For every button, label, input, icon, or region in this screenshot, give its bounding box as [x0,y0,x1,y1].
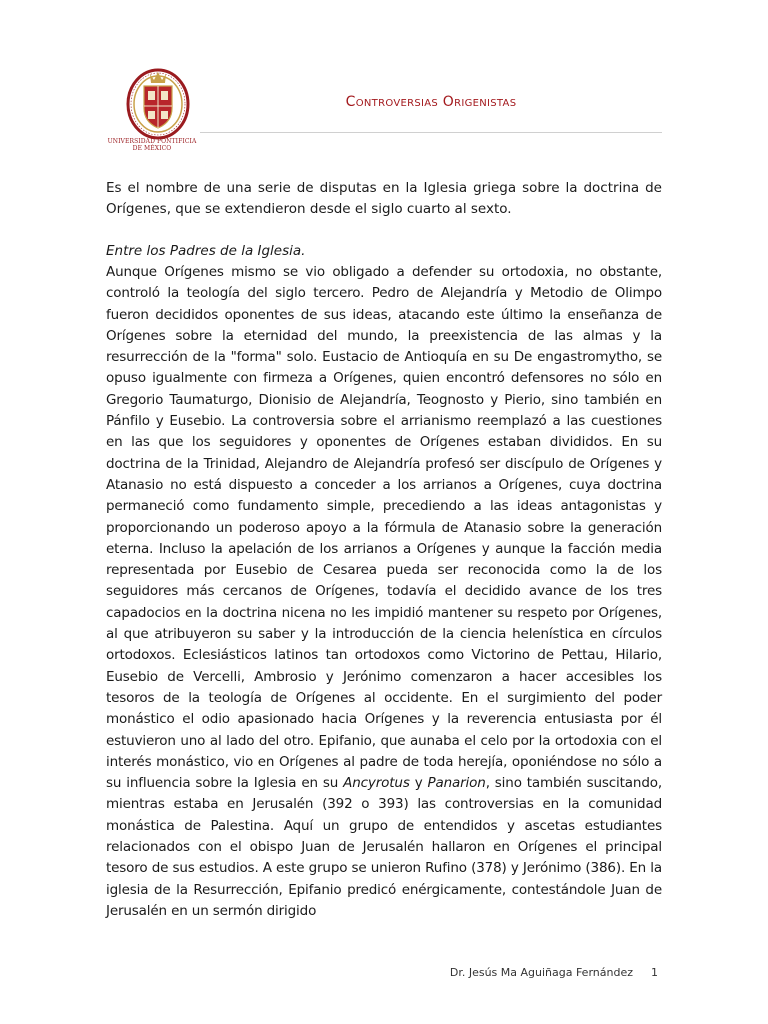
page-number: 1 [651,966,658,979]
seal-caption-line2: DE MÉXICO [132,145,172,152]
seal-caption [104,138,200,152]
page-title: Controversias Origenistas [345,94,517,110]
body-paragraph [106,262,662,922]
work-title-ancyrotus: Ancyrotus [343,775,410,792]
work-connector: y [409,775,428,792]
footer-author: Dr. Jesús Ma Aguiñaga Fernández [449,966,633,979]
body-text-part2: , sino también suscitando, mientras estaba en Jerusalén (392 o 393) las controversias en la comunidad monástica de Palestina. Aquí un grupo de entendidos y ascetas estudiantes relacionados con el obispo Juan de Jerusalén hallaron en Orígenes el principal tesoro de sus estudios. A este grupo se unieron Rufino (378) y Jerónimo (386). En la iglesia de la Resurrección, Epifanio predicó enérgicamente, contestándole Juan de Jerusalén en un sermón dirigido [106,775,662,919]
intro-paragraph: Es el nombre de una serie de disputas en la Iglesia griega sobre la doctrina de Orígenes, que se extendieron desde el siglo cuarto al sexto. [106,180,662,217]
work-title-panarion: Panarion [427,775,486,792]
body-text-part1: Aunque Orígenes mismo se vio obligado a defender su ortodoxia, no obstante, controló la teología del siglo tercero. Pedro de Alejandría y Metodio de Olimpo fueron decididos oponentes de sus ideas, atacando este último la enseñanza de Orígenes sobre la eternidad del mundo, la preexistencia de las almas y la resurrección de la "forma" solo. Eustacio de Antioquía en su De engastromytho, se opuso igualmente con firmeza a Orígenes, quien encontró defensores no sólo en Gregorio Taumaturgo, Dionisio de Alejandría, Teognosto y Pierio, sino también en Pánfilo y Eusebio. La controversia sobre el arrianismo reemplazó a las cuestiones en las que los seguidores y oponentes de Orígenes estaban divididos. En su doctrina de la Trinidad, Alejandro de Alejandría profesó ser discípulo de Orígenes y Atanasio no está dispuesto a conceder a los arrianos a Orígenes, cuya doctrina permaneció como fundamento simple, precediendo a las ideas antagonistas y proporcionando un poderoso apoyo a la fórmula de Atanasio sobre la generación eterna. Incluso la apelación de los arrianos a Orígenes y aunque la facción media representada por Eusebio de Cesarea pueda ser reconocida como la de los seguidores más cercanos de Orígenes, todavía el decidido avance de los tres capadocios en la doctrina nicena no les impidió mantener su respeto por Orígenes, al que atribuyeron su saber y la introducción de la ciencia helenística en círculos ortodoxos. Eclesiásticos latinos tan ortodoxos como Victorino de Pettau, Hilario, Eusebio de Vercelli, Ambrosio y Jerónimo comenzaron a hacer accesibles los tesoros de la teología de Orígenes al occidente. En el surgimiento del poder monástico el odio apasionado hacia Orígenes y la reverencia entusiasta por él estuvieron uno al lado del otro. Epifanio, que aunaba el celo por la ortodoxia con el interés monástico, vio en Orígenes al padre de toda herejía, oponiéndose no sólo a su influencia sobre la Iglesia en su [106,264,662,792]
seal-caption-line1: UNIVERSIDAD PONTIFICIA [107,138,197,145]
title-divider [200,132,662,133]
page-footer [450,966,658,979]
section-heading: Entre los Padres de la Iglesia. [106,243,306,259]
university-seal-icon [110,66,206,146]
